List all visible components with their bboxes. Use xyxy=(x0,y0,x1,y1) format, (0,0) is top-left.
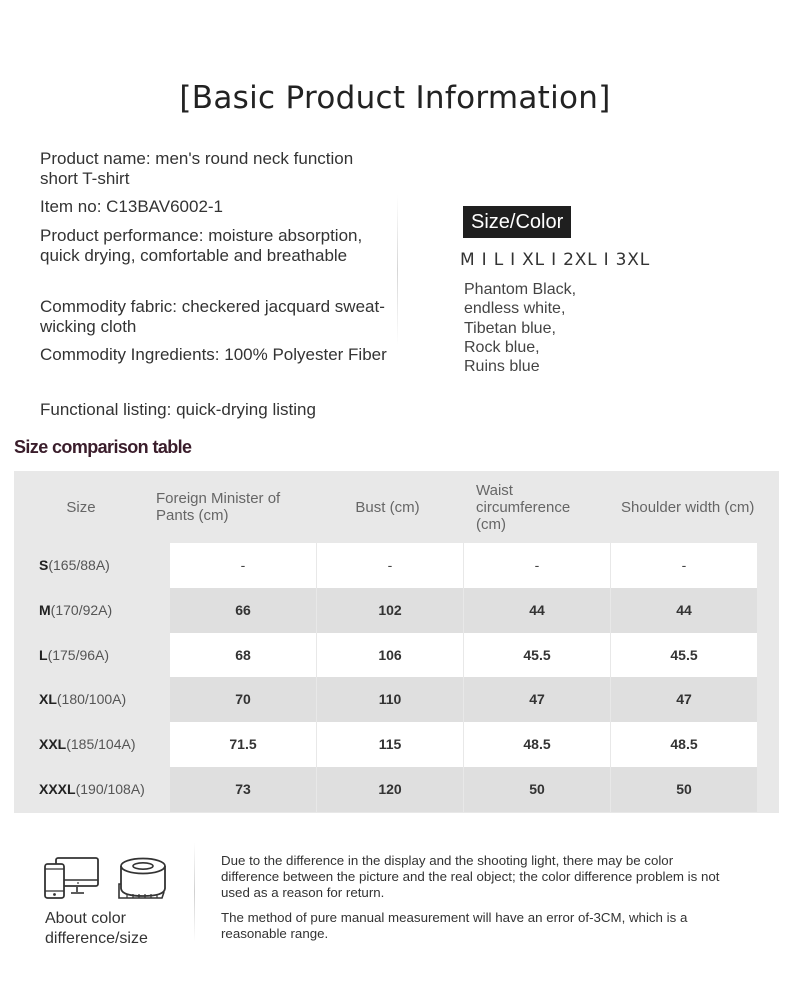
shoulder-value: 47 xyxy=(611,677,757,722)
row-label xyxy=(39,588,112,633)
waist-value: - xyxy=(464,543,610,588)
color-item: Phantom Black, xyxy=(464,281,577,298)
measurement-note: The method of pure manual measurement will have an error of-3CM, which is a reasonable range. xyxy=(221,910,688,941)
waist-value: 45.5 xyxy=(464,633,610,678)
color-item: Tibetan blue, xyxy=(464,319,556,337)
functional-listing: Functional listing: quick-drying listing xyxy=(40,400,316,419)
about-line: About color xyxy=(45,910,126,927)
size-code: L xyxy=(39,646,48,663)
shoulder-value: 44 xyxy=(611,588,757,633)
item-number: Item no: C13BAV6002-1 xyxy=(40,197,224,216)
waist-value: 48.5 xyxy=(464,722,610,767)
commodity-ingredients: Commodity Ingredients: 100% Polyester Fiber xyxy=(40,345,387,364)
pants-value: 70 xyxy=(170,677,316,722)
size-spec: (175/96A) xyxy=(47,646,110,663)
color-item: Rock blue, xyxy=(464,338,540,356)
size-code: S xyxy=(39,557,49,573)
footer-icons xyxy=(44,855,174,905)
table-row xyxy=(14,633,779,678)
size-code: XXXL xyxy=(39,781,76,797)
table-row xyxy=(14,767,779,812)
table-row xyxy=(14,543,779,588)
size-code: XXL xyxy=(39,736,67,753)
shoulder-value: 50 xyxy=(611,767,757,812)
color-difference-note: Due to the difference in the display and the shooting light, there may be color difference between the picture and the real object; the color difference problem is not used as a reason for return. xyxy=(221,853,720,900)
tape-measure-icon xyxy=(118,857,168,901)
row-label xyxy=(39,722,136,767)
bust-value: 110 xyxy=(317,677,463,722)
table-row xyxy=(14,722,779,767)
product-name: Product name: men's round neck function short T-shirt xyxy=(40,149,354,188)
size-spec: (190/108A) xyxy=(75,781,145,797)
size-spec: (185/104A) xyxy=(66,736,136,753)
shoulder-value: 48.5 xyxy=(611,722,757,767)
table-row xyxy=(14,588,779,633)
footer-divider xyxy=(194,842,195,942)
pants-value: 73 xyxy=(170,767,316,812)
color-item: endless white, xyxy=(464,300,566,318)
pants-value: 66 xyxy=(170,588,316,633)
size-spec: (180/100A) xyxy=(56,691,127,708)
product-performance: Product performance: moisture absorption, quick drying, comfortable and breathable xyxy=(40,226,363,265)
waist-value: 50 xyxy=(464,767,610,812)
waist-value: 47 xyxy=(464,677,610,722)
header-shoulder: Shoulder width (cm) xyxy=(621,498,755,516)
bust-value: 115 xyxy=(317,722,463,767)
header-waist: Waist circumference (cm) xyxy=(476,481,571,533)
size-spec: (170/92A) xyxy=(50,601,113,618)
pants-value: 71.5 xyxy=(170,722,316,767)
row-label xyxy=(39,767,145,812)
size-spec: (165/88A) xyxy=(48,557,110,573)
about-line: difference/size xyxy=(45,929,148,947)
devices-icon xyxy=(44,856,102,902)
available-sizes: M I L I XL I 2XL I 3XL xyxy=(460,250,651,270)
bust-value: 120 xyxy=(317,767,463,812)
info-divider xyxy=(397,195,398,345)
size-code: XL xyxy=(39,691,57,708)
header-pants: Foreign Minister of Pants (cm) xyxy=(156,490,281,524)
color-item: Ruins blue xyxy=(464,358,540,376)
pants-value: - xyxy=(170,543,316,588)
shoulder-value: - xyxy=(611,543,757,588)
waist-value: 44 xyxy=(464,588,610,633)
page-title: [Basic Product Information] xyxy=(179,80,611,116)
row-label xyxy=(39,633,109,678)
size-table-heading: Size comparison table xyxy=(14,437,192,457)
shoulder-value: 45.5 xyxy=(611,633,757,678)
header-bust: Bust (cm) xyxy=(355,498,420,516)
header-size: Size xyxy=(66,498,96,516)
row-label xyxy=(39,543,110,588)
pants-value: 68 xyxy=(170,633,316,678)
bust-value: 102 xyxy=(317,588,463,633)
size-code: M xyxy=(39,601,51,618)
about-color-size xyxy=(45,909,148,948)
row-label xyxy=(39,677,126,722)
bust-value: 106 xyxy=(317,633,463,678)
available-colors xyxy=(464,280,576,376)
bust-value: - xyxy=(317,543,463,588)
size-comparison-table xyxy=(14,471,779,813)
commodity-fabric: Commodity fabric: checkered jacquard sweat-wicking cloth xyxy=(40,297,385,336)
table-row xyxy=(14,677,779,722)
size-color-label: Size/Color xyxy=(463,206,571,238)
